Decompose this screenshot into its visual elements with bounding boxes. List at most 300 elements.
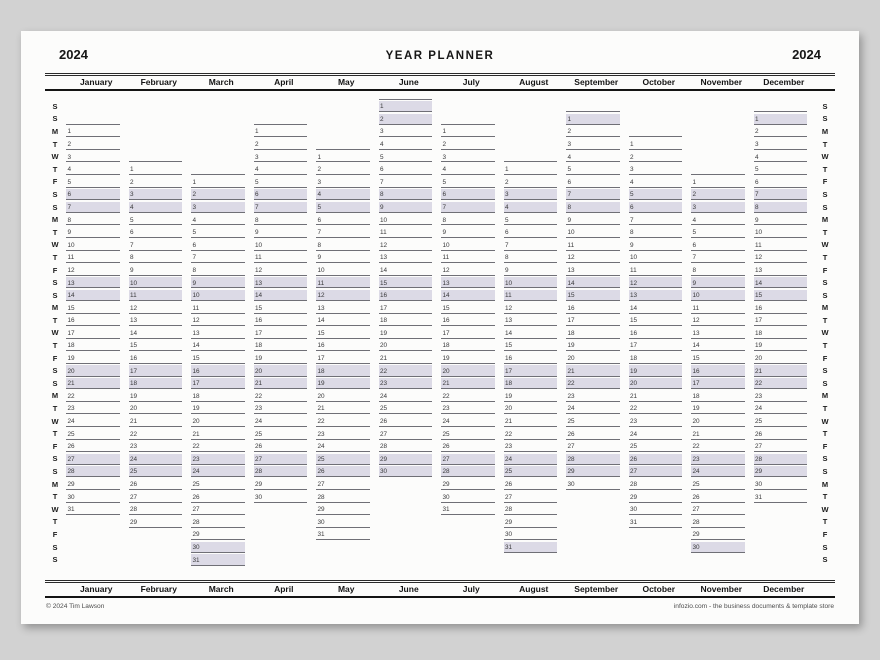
day-cell <box>690 276 753 289</box>
day-number: 12 <box>692 317 700 325</box>
day-cell <box>565 402 628 415</box>
row-letter-left: W <box>51 504 59 514</box>
planner-page <box>21 31 859 624</box>
day-writing-line <box>191 277 245 288</box>
row-letter-left: W <box>51 328 59 338</box>
day-number: 15 <box>567 292 575 300</box>
day-writing-line <box>504 240 558 251</box>
day-cell <box>690 427 753 440</box>
day-cell <box>503 314 566 327</box>
title-row <box>45 31 835 73</box>
day-number: 17 <box>630 342 638 350</box>
day-cell <box>690 364 753 377</box>
day-number: 6 <box>505 229 509 237</box>
day-number: 19 <box>567 342 575 350</box>
day-cell <box>315 150 378 163</box>
day-cell <box>690 239 753 252</box>
day-cell <box>253 239 316 252</box>
day-number: 22 <box>505 430 513 438</box>
day-cell <box>628 239 691 252</box>
day-number: 27 <box>380 430 388 438</box>
day-cell <box>315 478 378 491</box>
day-cell <box>315 427 378 440</box>
day-number: 5 <box>380 153 384 161</box>
day-number: 10 <box>755 229 763 237</box>
day-number: 6 <box>130 229 134 237</box>
month-header: October <box>642 584 676 594</box>
day-number: 4 <box>505 203 509 211</box>
footer <box>45 603 835 610</box>
day-cell <box>315 226 378 239</box>
day-writing-line <box>691 214 745 225</box>
day-cell <box>690 226 753 239</box>
day-number: 14 <box>755 279 763 287</box>
day-number: 26 <box>317 468 325 476</box>
day-cell <box>440 453 503 466</box>
day-number: 21 <box>130 418 138 426</box>
day-cell <box>190 503 253 516</box>
row-letter-right: S <box>822 202 828 212</box>
day-cell <box>690 541 753 554</box>
day-writing-line <box>129 177 183 188</box>
day-number: 2 <box>317 166 322 174</box>
day-writing-line <box>66 227 120 238</box>
day-number: 27 <box>130 493 138 501</box>
day-cell <box>565 163 628 176</box>
day-cell <box>315 339 378 352</box>
day-number: 12 <box>192 317 200 325</box>
day-cell <box>315 289 378 302</box>
day-cell <box>65 490 128 503</box>
month-header: July <box>462 77 480 87</box>
day-cell <box>190 427 253 440</box>
day-cell <box>753 125 816 138</box>
day-number: 22 <box>130 430 138 438</box>
day-cell <box>128 251 191 264</box>
day-number: 4 <box>567 153 572 161</box>
day-writing-line <box>629 164 683 175</box>
day-number: 8 <box>505 254 509 262</box>
day-cell <box>753 314 816 327</box>
month-header: August <box>519 77 549 87</box>
day-writing-line <box>191 252 245 263</box>
day-number: 9 <box>380 203 384 211</box>
day-writing-line <box>254 126 308 137</box>
day-number: 27 <box>567 443 575 451</box>
day-cell <box>378 453 441 466</box>
day-number: 27 <box>630 468 638 476</box>
day-number: 10 <box>67 241 75 249</box>
row-letter-left: S <box>52 114 58 124</box>
day-number: 6 <box>380 166 384 174</box>
day-cell <box>753 213 816 226</box>
day-number: 25 <box>192 481 200 489</box>
row-letter-left: T <box>52 139 58 149</box>
day-writing-line <box>629 139 683 150</box>
day-cell <box>628 503 691 516</box>
day-number: 16 <box>505 355 513 363</box>
day-cell <box>753 352 816 365</box>
day-cell <box>503 490 566 503</box>
day-cell <box>253 289 316 302</box>
day-cell <box>315 377 378 390</box>
day-number: 11 <box>755 241 762 249</box>
row-letter-right: W <box>821 240 829 250</box>
day-cell <box>565 427 628 440</box>
day-number: 19 <box>67 355 75 363</box>
day-writing-line <box>754 177 808 188</box>
day-cell <box>628 478 691 491</box>
day-number: 6 <box>630 203 634 211</box>
month-header: December <box>763 584 805 594</box>
day-cell <box>628 390 691 403</box>
day-number: 3 <box>442 153 447 161</box>
day-cell <box>503 251 566 264</box>
day-number: 17 <box>67 329 75 337</box>
day-number: 16 <box>442 317 450 325</box>
day-number: 22 <box>67 392 75 400</box>
day-number: 4 <box>255 166 259 174</box>
day-number: 10 <box>192 292 200 300</box>
day-writing-line <box>379 189 433 200</box>
day-cell <box>190 339 253 352</box>
day-cell <box>628 327 691 340</box>
day-cell <box>315 503 378 516</box>
day-cell <box>440 402 503 415</box>
day-number: 15 <box>630 317 638 325</box>
day-cell <box>315 188 378 201</box>
day-cell <box>128 377 191 390</box>
row-letter-left: T <box>52 252 58 262</box>
day-cell <box>753 276 816 289</box>
day-cell <box>378 302 441 315</box>
day-number: 19 <box>442 355 450 363</box>
row-letter-left: T <box>52 227 58 237</box>
day-number: 11 <box>692 304 700 312</box>
row-letter-right: S <box>822 467 828 477</box>
day-number: 18 <box>755 329 763 337</box>
day-cell <box>690 352 753 365</box>
day-writing-line <box>754 164 808 175</box>
day-cell <box>378 427 441 440</box>
day-cell <box>190 264 253 277</box>
day-writing-line <box>379 164 433 175</box>
day-cell <box>315 251 378 264</box>
day-cell <box>503 226 566 239</box>
day-number: 6 <box>755 178 759 186</box>
day-cell <box>315 402 378 415</box>
day-number: 19 <box>317 380 325 388</box>
day-cell <box>753 163 816 176</box>
day-cell <box>690 302 753 315</box>
day-number: 3 <box>67 153 72 161</box>
day-cell <box>65 327 128 340</box>
day-cell <box>378 201 441 214</box>
day-cell <box>253 150 316 163</box>
row-letter-left: T <box>52 517 58 527</box>
day-cell <box>440 163 503 176</box>
row-letter-left: W <box>51 152 59 162</box>
day-writing-line <box>129 252 183 263</box>
day-writing-line <box>254 227 308 238</box>
day-cell <box>65 125 128 138</box>
day-cell <box>628 427 691 440</box>
day-cell <box>253 440 316 453</box>
day-writing-line <box>691 252 745 263</box>
day-cell <box>190 352 253 365</box>
day-number: 21 <box>317 405 325 413</box>
day-number: 3 <box>630 166 634 174</box>
day-cell <box>690 503 753 516</box>
day-number: 20 <box>317 392 325 400</box>
day-number: 27 <box>442 455 450 463</box>
day-cell <box>315 465 378 478</box>
day-number: 5 <box>755 166 759 174</box>
day-writing-line <box>441 126 495 137</box>
day-cell <box>253 188 316 201</box>
day-writing-line <box>316 139 370 150</box>
day-cell <box>378 163 441 176</box>
day-cell <box>565 213 628 226</box>
day-number: 12 <box>442 266 450 274</box>
day-cell <box>753 188 816 201</box>
day-number: 13 <box>317 304 325 312</box>
day-cell <box>753 113 816 126</box>
day-writing-line <box>254 177 308 188</box>
day-number: 10 <box>692 292 700 300</box>
day-cell <box>753 327 816 340</box>
day-number: 25 <box>505 468 513 476</box>
day-cell <box>628 289 691 302</box>
row-letter-right: T <box>822 492 828 502</box>
day-number: 28 <box>442 468 450 476</box>
day-cell <box>565 264 628 277</box>
day-number: 8 <box>255 216 259 224</box>
day-cell <box>503 516 566 529</box>
day-number: 23 <box>567 392 575 400</box>
day-number: 21 <box>442 380 450 388</box>
day-number: 23 <box>192 455 200 463</box>
day-writing-line <box>566 164 620 175</box>
day-number: 24 <box>192 468 200 476</box>
day-number: 11 <box>192 304 200 312</box>
day-cell <box>440 478 503 491</box>
day-cell <box>690 289 753 302</box>
day-number: 5 <box>567 166 572 174</box>
day-number: 13 <box>67 279 75 287</box>
day-writing-line <box>254 139 308 150</box>
day-cell <box>190 213 253 226</box>
day-cell <box>753 427 816 440</box>
day-cell <box>628 176 691 189</box>
day-number: 15 <box>317 329 325 337</box>
day-number: 8 <box>630 229 634 237</box>
day-cell <box>503 163 566 176</box>
day-cell <box>440 490 503 503</box>
day-number: 15 <box>255 304 263 312</box>
day-cell <box>253 478 316 491</box>
day-writing-line <box>316 189 370 200</box>
day-number: 26 <box>67 443 75 451</box>
day-cell <box>628 138 691 151</box>
day-number: 28 <box>317 493 325 501</box>
day-cell <box>253 377 316 390</box>
day-number: 16 <box>192 367 200 375</box>
day-writing-line <box>504 189 558 200</box>
day-number: 6 <box>192 241 197 249</box>
day-cell <box>128 276 191 289</box>
day-cell <box>440 138 503 151</box>
day-number: 23 <box>442 405 450 413</box>
day-cell <box>565 314 628 327</box>
day-cell <box>128 427 191 440</box>
day-cell <box>378 327 441 340</box>
day-cell <box>65 163 128 176</box>
day-number: 9 <box>67 229 72 237</box>
day-number: 21 <box>755 367 763 375</box>
day-cell <box>565 352 628 365</box>
day-cell <box>378 390 441 403</box>
day-cell <box>190 465 253 478</box>
day-cell <box>378 402 441 415</box>
day-number: 25 <box>130 468 138 476</box>
day-cell <box>503 264 566 277</box>
day-cell <box>753 377 816 390</box>
day-number: 27 <box>192 506 200 514</box>
row-letter-left: F <box>52 353 58 363</box>
row-letter-left: T <box>52 492 58 502</box>
day-cell <box>190 176 253 189</box>
day-number: 16 <box>67 317 75 325</box>
day-number: 14 <box>630 304 638 312</box>
day-cell <box>190 201 253 214</box>
day-number: 18 <box>567 329 575 337</box>
day-number: 21 <box>380 355 388 363</box>
day-number: 7 <box>130 241 134 249</box>
day-number: 7 <box>317 229 322 237</box>
day-cell <box>440 201 503 214</box>
day-cell <box>690 453 753 466</box>
day-number: 2 <box>380 115 384 123</box>
day-cell <box>503 302 566 315</box>
day-number: 8 <box>317 241 322 249</box>
row-letter-right: F <box>822 530 828 539</box>
day-number: 1 <box>192 178 197 186</box>
day-number: 24 <box>380 392 388 400</box>
day-number: 27 <box>755 443 763 451</box>
day-cell <box>440 440 503 453</box>
day-number: 5 <box>630 191 634 199</box>
day-cell <box>628 226 691 239</box>
day-cell <box>190 327 253 340</box>
day-cell <box>65 276 128 289</box>
row-letter-left: M <box>51 479 59 489</box>
day-cell <box>253 490 316 503</box>
day-number: 4 <box>67 166 72 174</box>
day-writing-line <box>504 214 558 225</box>
day-cell <box>253 302 316 315</box>
day-number: 19 <box>505 392 513 400</box>
day-number: 15 <box>192 355 200 363</box>
planner-grid <box>45 91 835 566</box>
day-cell <box>753 465 816 478</box>
day-cell <box>628 364 691 377</box>
day-writing-line <box>504 164 558 175</box>
day-number: 1 <box>442 128 447 136</box>
day-writing-line <box>441 114 495 125</box>
footer-copyright: © 2024 Tim Lawson <box>46 603 105 610</box>
day-cell <box>565 302 628 315</box>
day-writing-line <box>504 265 558 276</box>
day-writing-line <box>504 202 558 213</box>
day-cell <box>378 276 441 289</box>
day-number: 22 <box>255 392 263 400</box>
day-cell <box>565 478 628 491</box>
day-writing-line <box>254 214 308 225</box>
day-cell <box>128 201 191 214</box>
day-number: 7 <box>442 203 447 211</box>
day-number: 9 <box>755 216 759 224</box>
day-number: 11 <box>442 254 450 262</box>
day-number: 17 <box>380 304 388 312</box>
day-number: 20 <box>630 380 638 388</box>
day-cell <box>253 163 316 176</box>
blank-line-cell <box>315 138 378 151</box>
day-cell <box>503 364 566 377</box>
day-number: 31 <box>317 531 325 539</box>
day-cell <box>503 176 566 189</box>
day-writing-line <box>566 202 620 213</box>
day-writing-line <box>566 139 620 150</box>
day-cell <box>65 427 128 440</box>
day-cell <box>440 503 503 516</box>
day-number: 20 <box>567 355 575 363</box>
day-cell <box>378 415 441 428</box>
day-cell <box>315 364 378 377</box>
day-number: 24 <box>317 443 325 451</box>
day-number: 26 <box>130 481 138 489</box>
day-number: 9 <box>255 229 259 237</box>
day-number: 16 <box>255 317 263 325</box>
day-cell <box>690 402 753 415</box>
day-cell <box>753 490 816 503</box>
day-cell <box>503 339 566 352</box>
day-cell <box>253 327 316 340</box>
day-cell <box>128 176 191 189</box>
day-writing-line <box>754 139 808 150</box>
day-writing-line <box>379 92 433 100</box>
day-writing-line <box>191 202 245 213</box>
day-cell <box>565 125 628 138</box>
day-cell <box>378 125 441 138</box>
day-number: 26 <box>442 443 450 451</box>
day-cell <box>565 239 628 252</box>
day-number: 24 <box>630 430 638 438</box>
day-number: 20 <box>442 367 450 375</box>
day-number: 19 <box>630 367 638 375</box>
day-cell <box>128 402 191 415</box>
day-cell <box>378 440 441 453</box>
row-letter-left: M <box>51 391 59 401</box>
day-number: 17 <box>755 317 763 325</box>
day-writing-line <box>441 189 495 200</box>
day-number: 23 <box>630 418 638 426</box>
day-cell <box>378 352 441 365</box>
day-cell <box>628 251 691 264</box>
day-number: 25 <box>67 430 75 438</box>
day-writing-line <box>629 240 683 251</box>
day-cell <box>440 302 503 315</box>
